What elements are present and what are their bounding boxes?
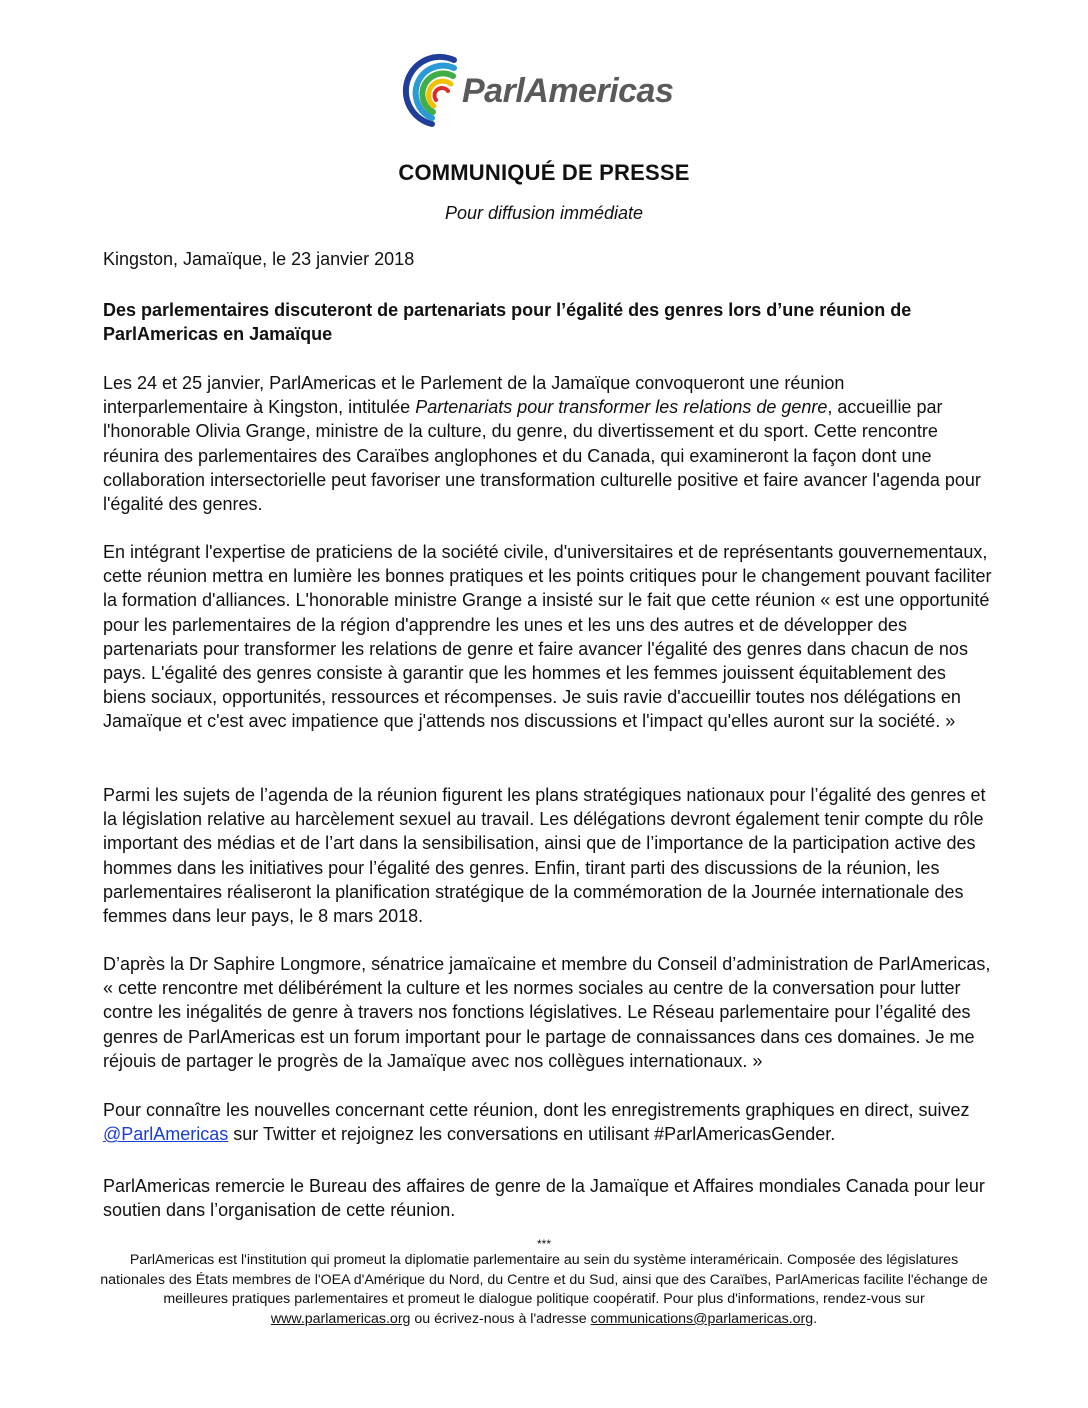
footer-text-end: .	[813, 1310, 818, 1327]
footer-boilerplate	[100, 1251, 988, 1329]
paragraph-5-text: Pour connaître les nouvelles concernant cette réunion, dont les enregistrements graphiques en direct, suivez	[103, 1100, 970, 1120]
footer-text: ParlAmericas est l'institution qui promeut la diplomatie parlementaire au sein du système interaméricain. Composée des législatures nationales des États membres de l'OEA d'Amérique du Nord, du Centre et du Sud, ainsi que des Caraïbes, ParlAmericas facilite l'échange de meilleures pratiques parlementaires et promeut le dialogue politique coopératif. Pour plus d'informations, rendez-vous sur	[100, 1252, 988, 1308]
footer-text-middle: ou écrivez-nous à l'adresse	[410, 1310, 591, 1327]
email-link[interactable]: communications@parlamericas.org	[590, 1310, 814, 1327]
paragraph-4: D’après la Dr Saphire Longmore, sénatrice jamaïcaine et membre du Conseil d’administration de ParlAmericas, « cette rencontre met délibérément la culture et les normes sociales au centre de la conversation pour lutter contre les inégalités de genre à travers nos fonctions législatives. Le Réseau parlementaire pour l’égalité des genres de ParlAmericas est un forum important pour le partage de connaissances dans ces domaines. Je me réjouis de partager le progrès de la Jamaïque avec nos collègues internationaux. »	[103, 954, 991, 1071]
parlamericas-logo	[396, 48, 716, 130]
logo-wordmark: ParlAmericas	[462, 72, 674, 110]
page-title: COMMUNIQUÉ DE PRESSE	[398, 160, 690, 185]
website-link[interactable]: www.parlamericas.org	[270, 1310, 411, 1327]
paragraph-2: En intégrant l'expertise de praticiens de la société civile, d'universitaires et de représentants gouvernementaux, cette réunion mettra en lumière les bonnes pratiques et les points critiques pour le changement pouvant faciliter la formation d'alliances. L'honorable ministre Grange a insisté sur le fait que cette réunion « est une opportunité pour les parlementaires de la région d'apprendre les unes et les uns des autres et de développer des partenariats pour transformer les relations de genre et faire avancer l'égalité des genres dans chacun de nos pays. L'égalité des genres consiste à garantir que les hommes et les femmes jouissent équitablement des biens sociaux, opportunités, ressources et récompenses. Je suis ravie d'accueillir toutes nos délégations en Jamaïque et c'est avec impatience que j'attends nos discussions et l'impact qu'elles auront sur la société. »	[103, 542, 992, 732]
dateline: Kingston, Jamaïque, le 23 janvier 2018	[103, 249, 415, 269]
separator: ***	[536, 1237, 551, 1251]
paragraph-3: Parmi les sujets de l’agenda de la réunion figurent les plans stratégiques nationaux pour l’égalité des genres et la législation relative au harcèlement sexuel au travail. Les délégations devront également tenir compte du rôle important des médias et de l’art dans la sensibilisation, ainsi que de l’importance de la participation active des hommes dans les initiatives pour l’égalité des genres. Enfin, tirant parti des discussions de la réunion, les parlementaires réaliseront la planification stratégique de la commémoration de la Journée internationale des femmes dans leur pays, le 8 mars 2018.	[103, 785, 986, 927]
meeting-title: Partenariats pour transformer les relations de genre	[415, 397, 828, 418]
paragraph-5-text-end: sur Twitter et rejoignez les conversations en utilisant #ParlAmericasGender.	[228, 1124, 836, 1145]
paragraph-6: ParlAmericas remercie le Bureau des affaires de genre de la Jamaïque et Affaires mondiales Canada pour leur soutien dans l’organisation de cette réunion.	[103, 1176, 985, 1221]
paragraph-1	[103, 371, 993, 516]
paragraph-5	[103, 1098, 993, 1146]
paragraph-1-text: Les 24 et 25 janvier, ParlAmericas et le Parlement de la Jamaïque convoqueront une réunion interparlementaire à Kingston, intitulée	[103, 373, 845, 418]
headline: Des parlementaires discuteront de partenariats pour l’égalité des genres lors d’une réunion de ParlAmericas en Jamaïque	[103, 300, 912, 345]
paragraph-1-text-end: , accueillie par l'honorable Olivia Grange, ministre de la culture, du genre, du divertissement et du sport. Cette rencontre réunira des parlementaires des Caraïbes anglophones et du Canada, qui examineront la façon dont une collaboration intersectorielle peut favoriser une transformation culturelle positive et faire avancer l'agenda pour l'égalité des genres.	[103, 397, 981, 515]
page-subtitle: Pour diffusion immédiate	[444, 203, 644, 223]
twitter-handle-link[interactable]: @ParlAmericas	[103, 1124, 229, 1145]
